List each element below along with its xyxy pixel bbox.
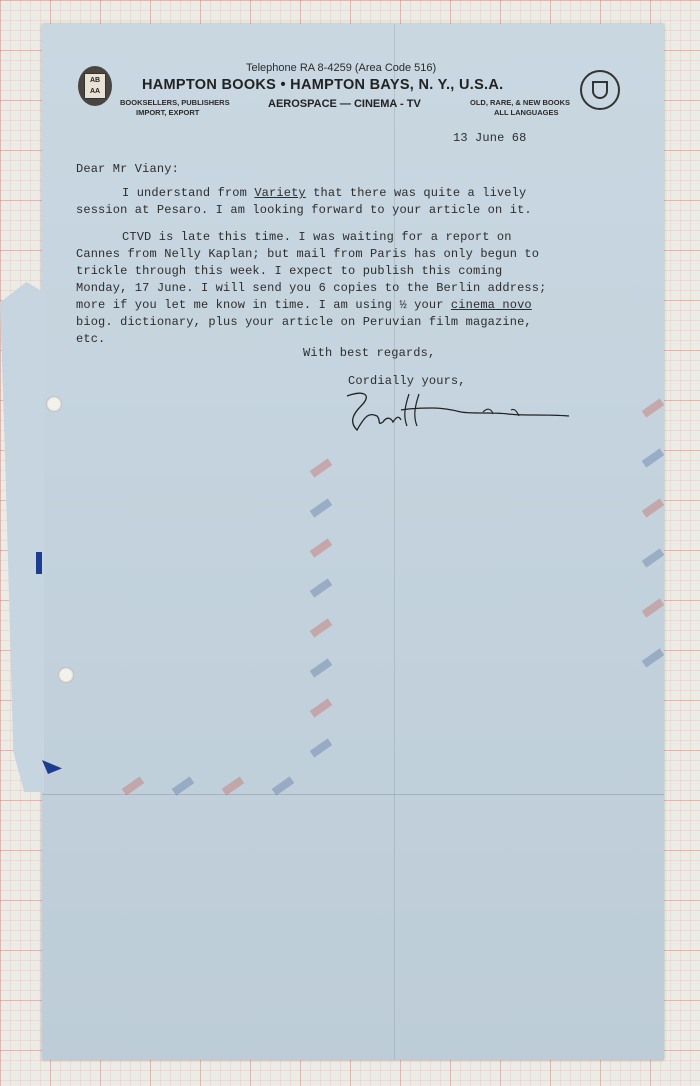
letterhead-right-line1: OLD, RARE, & NEW BOOKS [470, 98, 571, 107]
abaa-logo-line1: AB [89, 77, 101, 84]
airmail-stripe [310, 698, 333, 717]
vertical-fold-crease [394, 24, 395, 1060]
paragraph2-line6: biog. dictionary, plus your article on Peruvian film magazine, [76, 315, 532, 329]
airmail-stripe [310, 458, 333, 477]
paragraph2-line1: CTVD is late this time. I was waiting for a report on [122, 230, 512, 244]
abaa-logo [78, 66, 112, 106]
paragraph1-line1-end: that there was quite a lively [305, 186, 527, 200]
letterhead-left-line1: BOOKSELLERS, PUBLISHERS [120, 98, 230, 107]
paragraph2-line5-start: more if you let me know in time. I am using ½ your [76, 298, 451, 312]
paragraph2-line5 [76, 298, 532, 312]
punch-hole [46, 396, 62, 412]
seal-logo [580, 70, 620, 110]
letterhead-left-line2: IMPORT, EXPORT [136, 108, 200, 117]
abaa-logo-label [84, 73, 106, 99]
cinema-novo-underlined: cinema novo [450, 298, 532, 312]
airmail-stripe [310, 658, 333, 677]
paragraph2-line4: Monday, 17 June. I will send you 6 copies to the Berlin address; [76, 281, 547, 295]
punch-hole [58, 667, 74, 683]
horizontal-fold-crease [42, 794, 664, 795]
airmail-stripe [310, 738, 333, 757]
paragraph2-line2: Cannes from Nelly Kaplan; but mail from Paris has only begun to [76, 247, 540, 261]
salutation: Dear Mr Viany: [76, 162, 179, 176]
paragraph2-line3: trickle through this week. I expect to publish this coming [76, 264, 503, 278]
letterhead-telephone: Telephone RA 8-4259 (Area Code 516) [246, 62, 437, 74]
publication-title-variety: Variety [254, 186, 306, 200]
airmail-stripe [642, 548, 665, 567]
letter-sheet [42, 24, 664, 1060]
airmail-stripe [642, 648, 665, 667]
abaa-logo-line2: AA [89, 88, 101, 95]
letterhead-specialties: AEROSPACE — CINEMA - TV [268, 98, 421, 110]
airmail-stripe [222, 776, 245, 795]
shield-icon [592, 81, 608, 99]
paragraph1-line2: session at Pesaro. I am looking forward to your article on it. [76, 203, 532, 217]
airmail-stripe [122, 776, 145, 795]
airmail-stripe [642, 448, 665, 467]
airmail-stripe [642, 498, 665, 517]
closing-best-regards: With best regards, [303, 346, 436, 360]
airmail-stripe [310, 618, 333, 637]
airmail-stripe [642, 398, 665, 417]
airmail-stripe [272, 776, 295, 795]
letterhead-company-name: HAMPTON BOOKS • HAMPTON BAYS, N. Y., U.S.A. [142, 77, 504, 93]
paragraph1-line1-start: I understand from [122, 186, 255, 200]
paragraph2-line7: etc. [76, 332, 106, 346]
airmail-stripe [310, 498, 333, 517]
closing-cordially: Cordially yours, [348, 374, 466, 388]
letter-date: 13 June 68 [453, 131, 527, 145]
airmail-stripe [642, 598, 665, 617]
airmail-stripe [172, 776, 195, 795]
torn-envelope-flap [0, 282, 44, 792]
airmail-stripe [310, 538, 333, 557]
paragraph1-line1 [122, 186, 526, 200]
airmail-stripe [310, 578, 333, 597]
handwritten-signature [343, 386, 573, 436]
ink-mark [36, 552, 42, 574]
letterhead-right-line2: ALL LANGUAGES [494, 108, 559, 117]
